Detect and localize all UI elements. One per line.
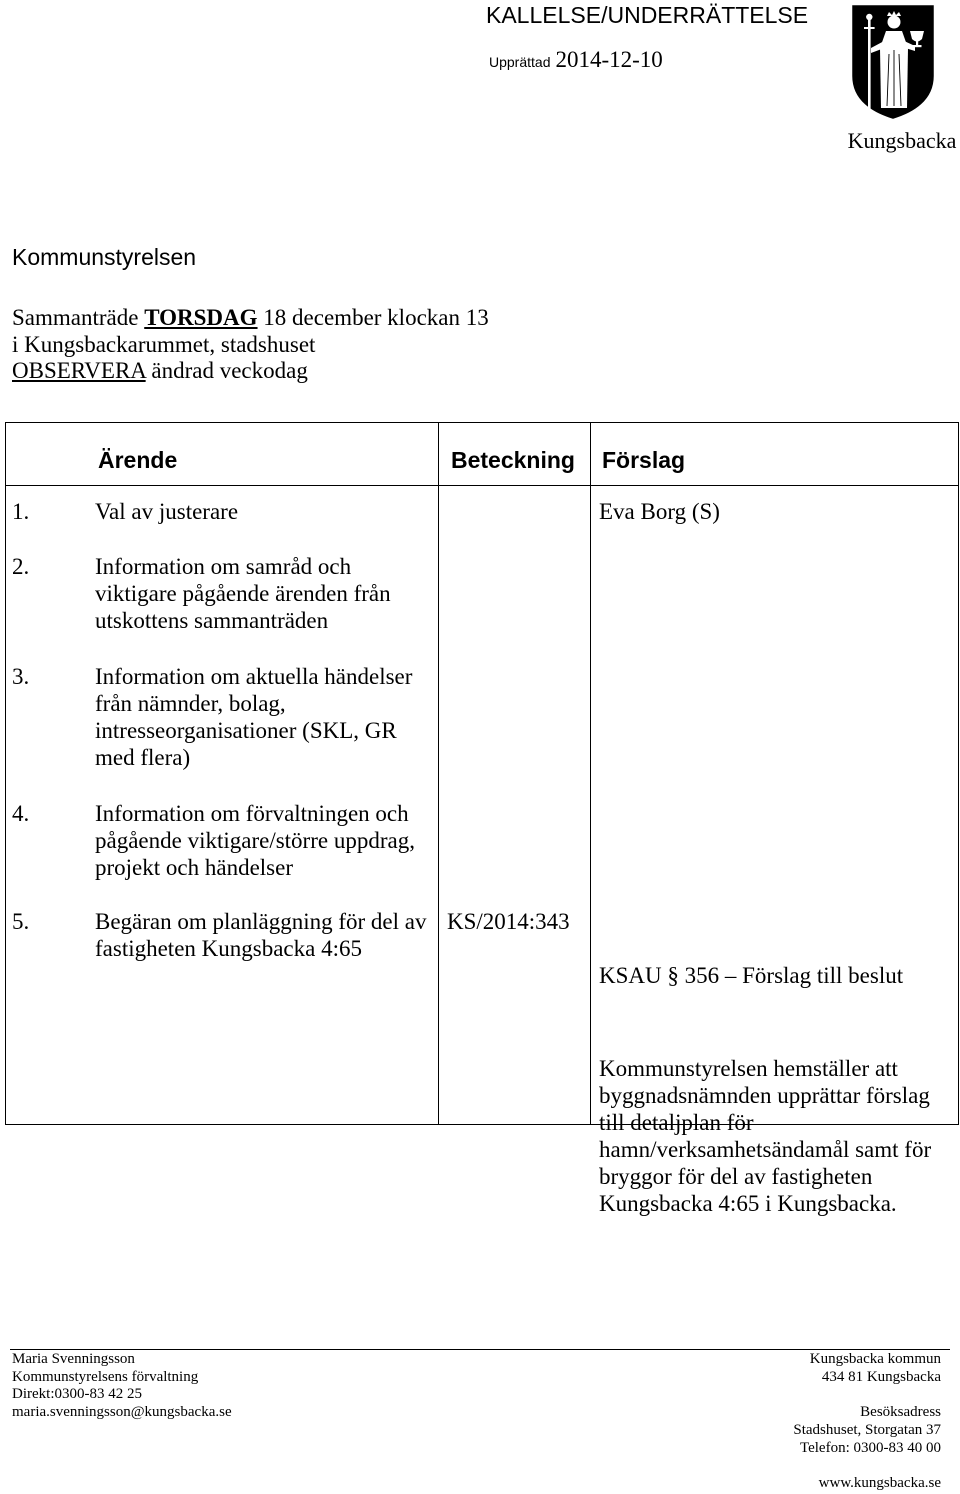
item-number: 5. <box>12 909 30 934</box>
item-number: 1. <box>12 499 30 524</box>
column-header-reference: Beteckning <box>451 447 575 473</box>
municipality-logo <box>846 3 958 155</box>
item-title: Begäran om planläggning för del av fastigheten Kungsbacka 4:65 <box>95 909 427 961</box>
created-line <box>489 46 663 76</box>
contact-phone: Direkt:0300-83 42 25 <box>12 1386 142 1403</box>
visiting-address-label: Besöksadress <box>860 1404 941 1421</box>
document-title: KALLELSE/UNDERRÄTTELSE <box>486 2 809 28</box>
item-proposal: Kommunstyrelsen hemställer att byggnadsnämnden upprättar förslag till detaljplan för hamn/verksamhetsändamål samt för bryggor för del av fastigheten Kungsbacka 4:65 i Kungsbacka. <box>599 1056 932 1216</box>
footer-organization <box>793 1351 941 1493</box>
visiting-address: Stadshuset, Storgatan 37 <box>793 1421 941 1438</box>
header-divider <box>6 485 958 486</box>
item-proposal-block <box>599 908 931 1271</box>
agenda-table <box>5 422 959 1216</box>
column-header-matter: Ärende <box>98 447 178 473</box>
meeting-notice-emphasis: OBSERVERA <box>12 358 146 383</box>
meeting-notice-line <box>12 358 489 385</box>
contact-name: Maria Svenningsson <box>12 1351 135 1367</box>
item-reference: KS/2014:343 <box>447 909 570 934</box>
coat-of-arms-icon <box>851 4 935 120</box>
item-proposal-heading: KSAU § 356 – Förslag till beslut <box>599 963 904 988</box>
organization-website: www.kungsbacka.se <box>818 1474 941 1491</box>
agenda-row <box>6 800 958 906</box>
organization-postal-address: 434 81 Kungsbacka <box>821 1368 941 1385</box>
contact-email: maria.svenningsson@kungsbacka.se <box>12 1404 232 1421</box>
committee-name: Kommunstyrelsen <box>12 244 197 270</box>
item-title: Information om aktuella händelser från nämnder, bolag, intresseorganisationer (SKL, GR med flera) <box>95 664 413 770</box>
logo-wordmark: Kungsbacka <box>847 128 957 153</box>
organization-phone: Telefon: 0300-83 40 00 <box>799 1439 941 1456</box>
item-number: 4. <box>12 801 30 826</box>
meeting-time-line <box>12 305 489 332</box>
created-date: 2014-12-10 <box>555 47 663 72</box>
agenda-row <box>6 498 958 552</box>
column-header-proposal: Förslag <box>602 447 686 473</box>
meeting-location: i Kungsbackarummet, stadshuset <box>12 331 316 357</box>
created-label: Upprättad <box>489 54 551 70</box>
item-proposal: Eva Borg (S) <box>599 499 720 524</box>
meeting-prefix: Sammanträde <box>12 305 145 330</box>
contact-department: Kommunstyrelsens förvaltning <box>12 1368 199 1385</box>
item-number: 2. <box>12 554 30 579</box>
meeting-info <box>12 305 489 385</box>
item-title: Information om samråd och viktigare pågående ärenden från utskottens sammanträden <box>95 554 391 633</box>
agenda-row <box>6 663 958 798</box>
agenda-row <box>6 908 958 1216</box>
footer-contact <box>12 1351 232 1422</box>
agenda-row <box>6 553 958 661</box>
organization-name: Kungsbacka kommun <box>809 1351 941 1367</box>
item-title: Information om förvaltningen och pågående viktigare/större uppdrag, projekt och händelser <box>95 801 415 880</box>
meeting-notice-text: ändrad veckodag <box>145 358 308 383</box>
item-number: 3. <box>12 664 30 689</box>
meeting-day: TORSDAG <box>144 305 258 330</box>
item-title: Val av justerare <box>95 499 239 524</box>
footer-divider <box>10 1349 950 1350</box>
meeting-date-time: 18 december klockan 13 <box>257 305 489 330</box>
